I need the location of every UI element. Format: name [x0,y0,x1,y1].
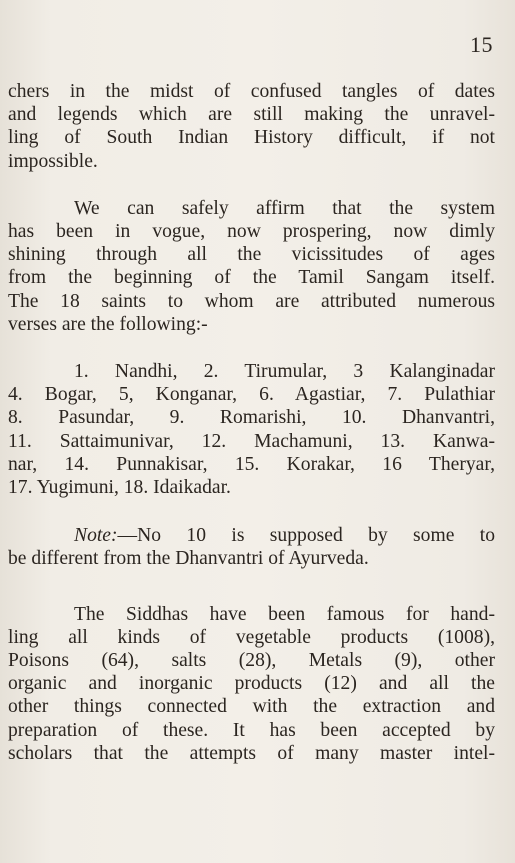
text-line: scholars that the attempts of many master intel- [8,742,495,764]
note-label: Note: [74,525,118,547]
text-line: nar, 14. Punnakisar, 15. Korakar, 16 Theryar, [8,453,495,475]
text-line: preparation of these. It has been accepted by [8,719,495,741]
text-line: 4. Bogar, 5, Konganar, 6. Agastiar, 7. Pulathiar [8,384,495,406]
text-line: chers in the midst of confused tangles of dates [8,81,495,102]
text-line: has been in vogue, now prospering, now dimly [8,221,495,243]
text-line: be different from the Dhanvantri of Ayurveda. [8,548,369,570]
text-line [8,524,495,547]
paragraph-saints-list [8,360,495,499]
paragraph-note [8,524,495,570]
text-line: ling of South Indian History difficult, if not [8,127,495,149]
text-line: from the beginning of the Tamil Sangam itself. [8,267,495,289]
paragraph-system [8,197,495,336]
text-line: The Siddhas have been famous for hand- [74,603,495,625]
text-line: We can safely affirm that the system [74,197,495,219]
body-text [8,80,495,765]
paragraph-continuation [8,80,495,173]
text-line: ling all kinds of vegetable products (1008), [8,626,495,648]
paragraph-siddhas [8,603,495,765]
text-line: 8. Pasundar, 9. Romarishi, 10. Dhanvantri, [8,407,495,429]
text-line: other things connected with the extraction and [8,696,495,718]
page-number: 15 [470,32,493,57]
text-line: Poisons (64), salts (28), Metals (9), other [8,650,495,672]
text-line: verses are the following:- [8,313,208,335]
text-line: impossible. [8,150,98,172]
text-line: and legends which are still making the unravel- [8,104,495,126]
note-text: —No 10 is supposed by some to [117,525,495,547]
text-line: 1. Nandhi, 2. Tirumular, 3 Kalanginadar [74,361,495,383]
text-line: The 18 saints to whom are attributed numerous [8,290,495,312]
text-line: organic and inorganic products (12) and all the [8,673,495,695]
text-line: 17. Yugimuni, 18. Idaikadar. [8,477,231,499]
text-line: 11. Sattaimunivar, 12. Machamuni, 13. Kanwa- [8,430,495,452]
text-line: shining through all the vicissitudes of ages [8,244,495,266]
